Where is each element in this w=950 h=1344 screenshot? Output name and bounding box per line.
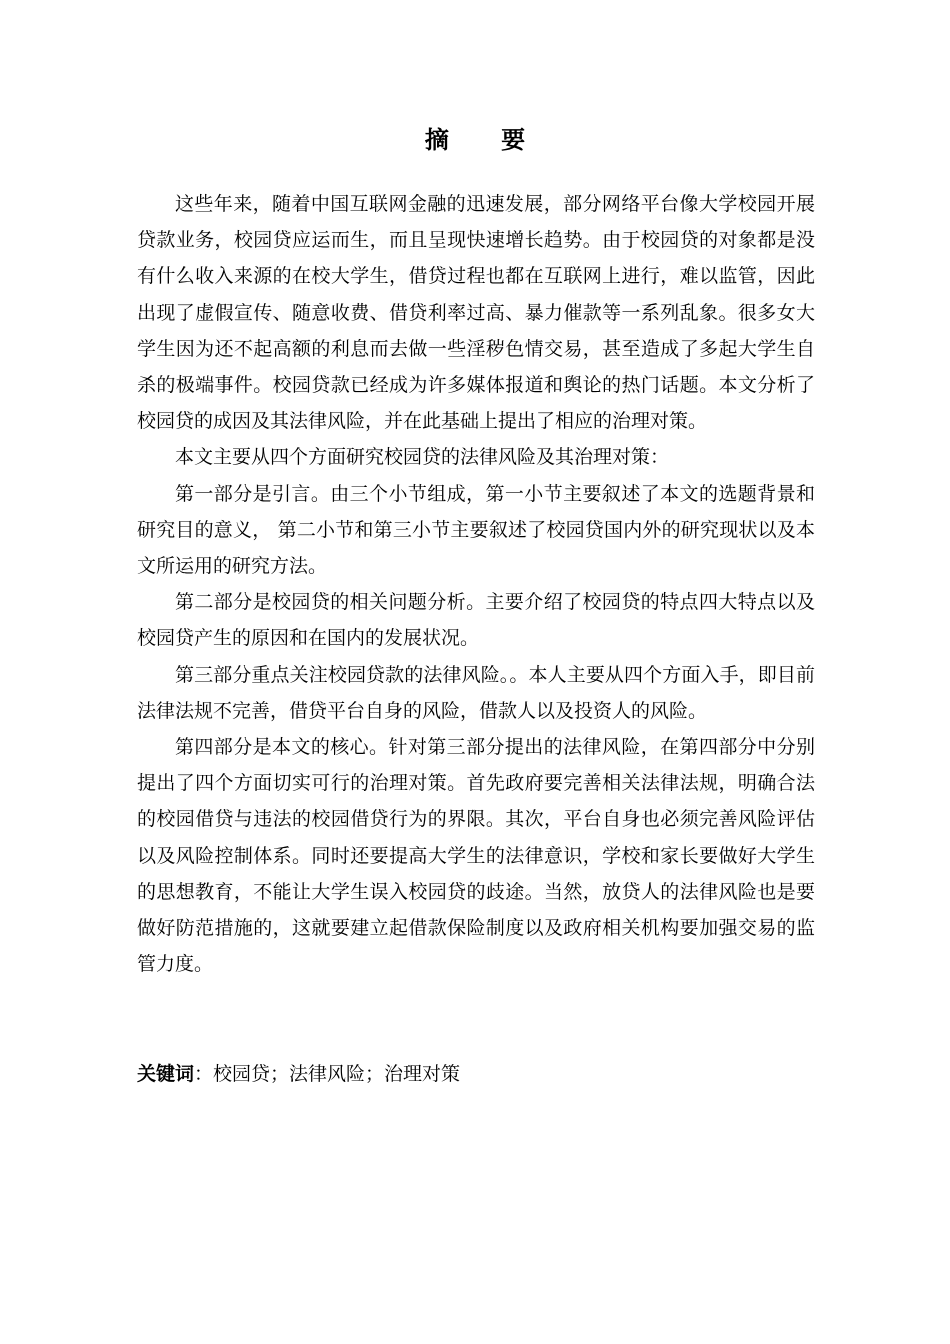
keywords-value: 校园贷；法律风险；治理对策 [213, 1063, 461, 1085]
abstract-title: 摘 要 [424, 126, 548, 154]
keywords-label: 关键词 [137, 1063, 195, 1085]
keywords-separator: ： [194, 1063, 214, 1085]
abstract-paragraph-4: 第二部分是校园贷的相关问题分析。主要介绍了校园贷的特点四大特点以及校园贷产生的原因和在国内的发展状况。 [137, 591, 815, 650]
abstract-paragraph-6: 第四部分是本文的核心。针对第三部分提出的法律风险，在第四部分中分别提出了四个方面切实可行的治理对策。首先政府要完善相关法律法规，明确合法的校园借贷与违法的校园借贷行为的界限。其次，平台自身也必须完善风险评估以及风险控制体系。同时还要提高大学生的法律意识，学校和家长要做好大学生的思想教育，不能让大学生误入校园贷的歧途。当然，放贷人的法律风险也是要做好防范措施的，这就要建立起借款保险制度以及政府相关机构要加强交易的监管力度。 [137, 736, 815, 976]
keywords-line [137, 1056, 815, 1092]
abstract-paragraph-2: 本文主要从四个方面研究校园贷的法律风险及其治理对策： [175, 446, 670, 469]
abstract-paragraph-1: 这些年来，随着中国互联网金融的迅速发展，部分网络平台像大学校园开展贷款业务，校园贷应运而生，而且呈现快速增长趋势。由于校园贷的对象都是没有什么收入来源的在校大学生，借贷过程也都在互联网上进行，难以监管，因此出现了虚假宣传、随意收费、借贷利率过高、暴力催款等一系列乱象。很多女大学生因为还不起高额的利息而去做一些淫秽色情交易，甚至造成了多起大学生自杀的极端事件。校园贷款已经成为许多媒体报道和舆论的热门话题。本文分析了校园贷的成因及其法律风险，并在此基础上提出了相应的治理对策。 [137, 193, 815, 433]
abstract-paragraph-5: 第三部分重点关注校园贷款的法律风险。。本人主要从四个方面入手，即目前法律法规不完善，借贷平台自身的风险，借款人以及投资人的风险。 [137, 663, 815, 722]
abstract-paragraph-3: 第一部分是引言。由三个小节组成，第一小节主要叙述了本文的选题背景和研究目的意义， 第二小节和第三小节主要叙述了校园贷国内外的研究现状以及本文所运用的研究方法。 [137, 482, 815, 578]
abstract-body [137, 186, 815, 982]
